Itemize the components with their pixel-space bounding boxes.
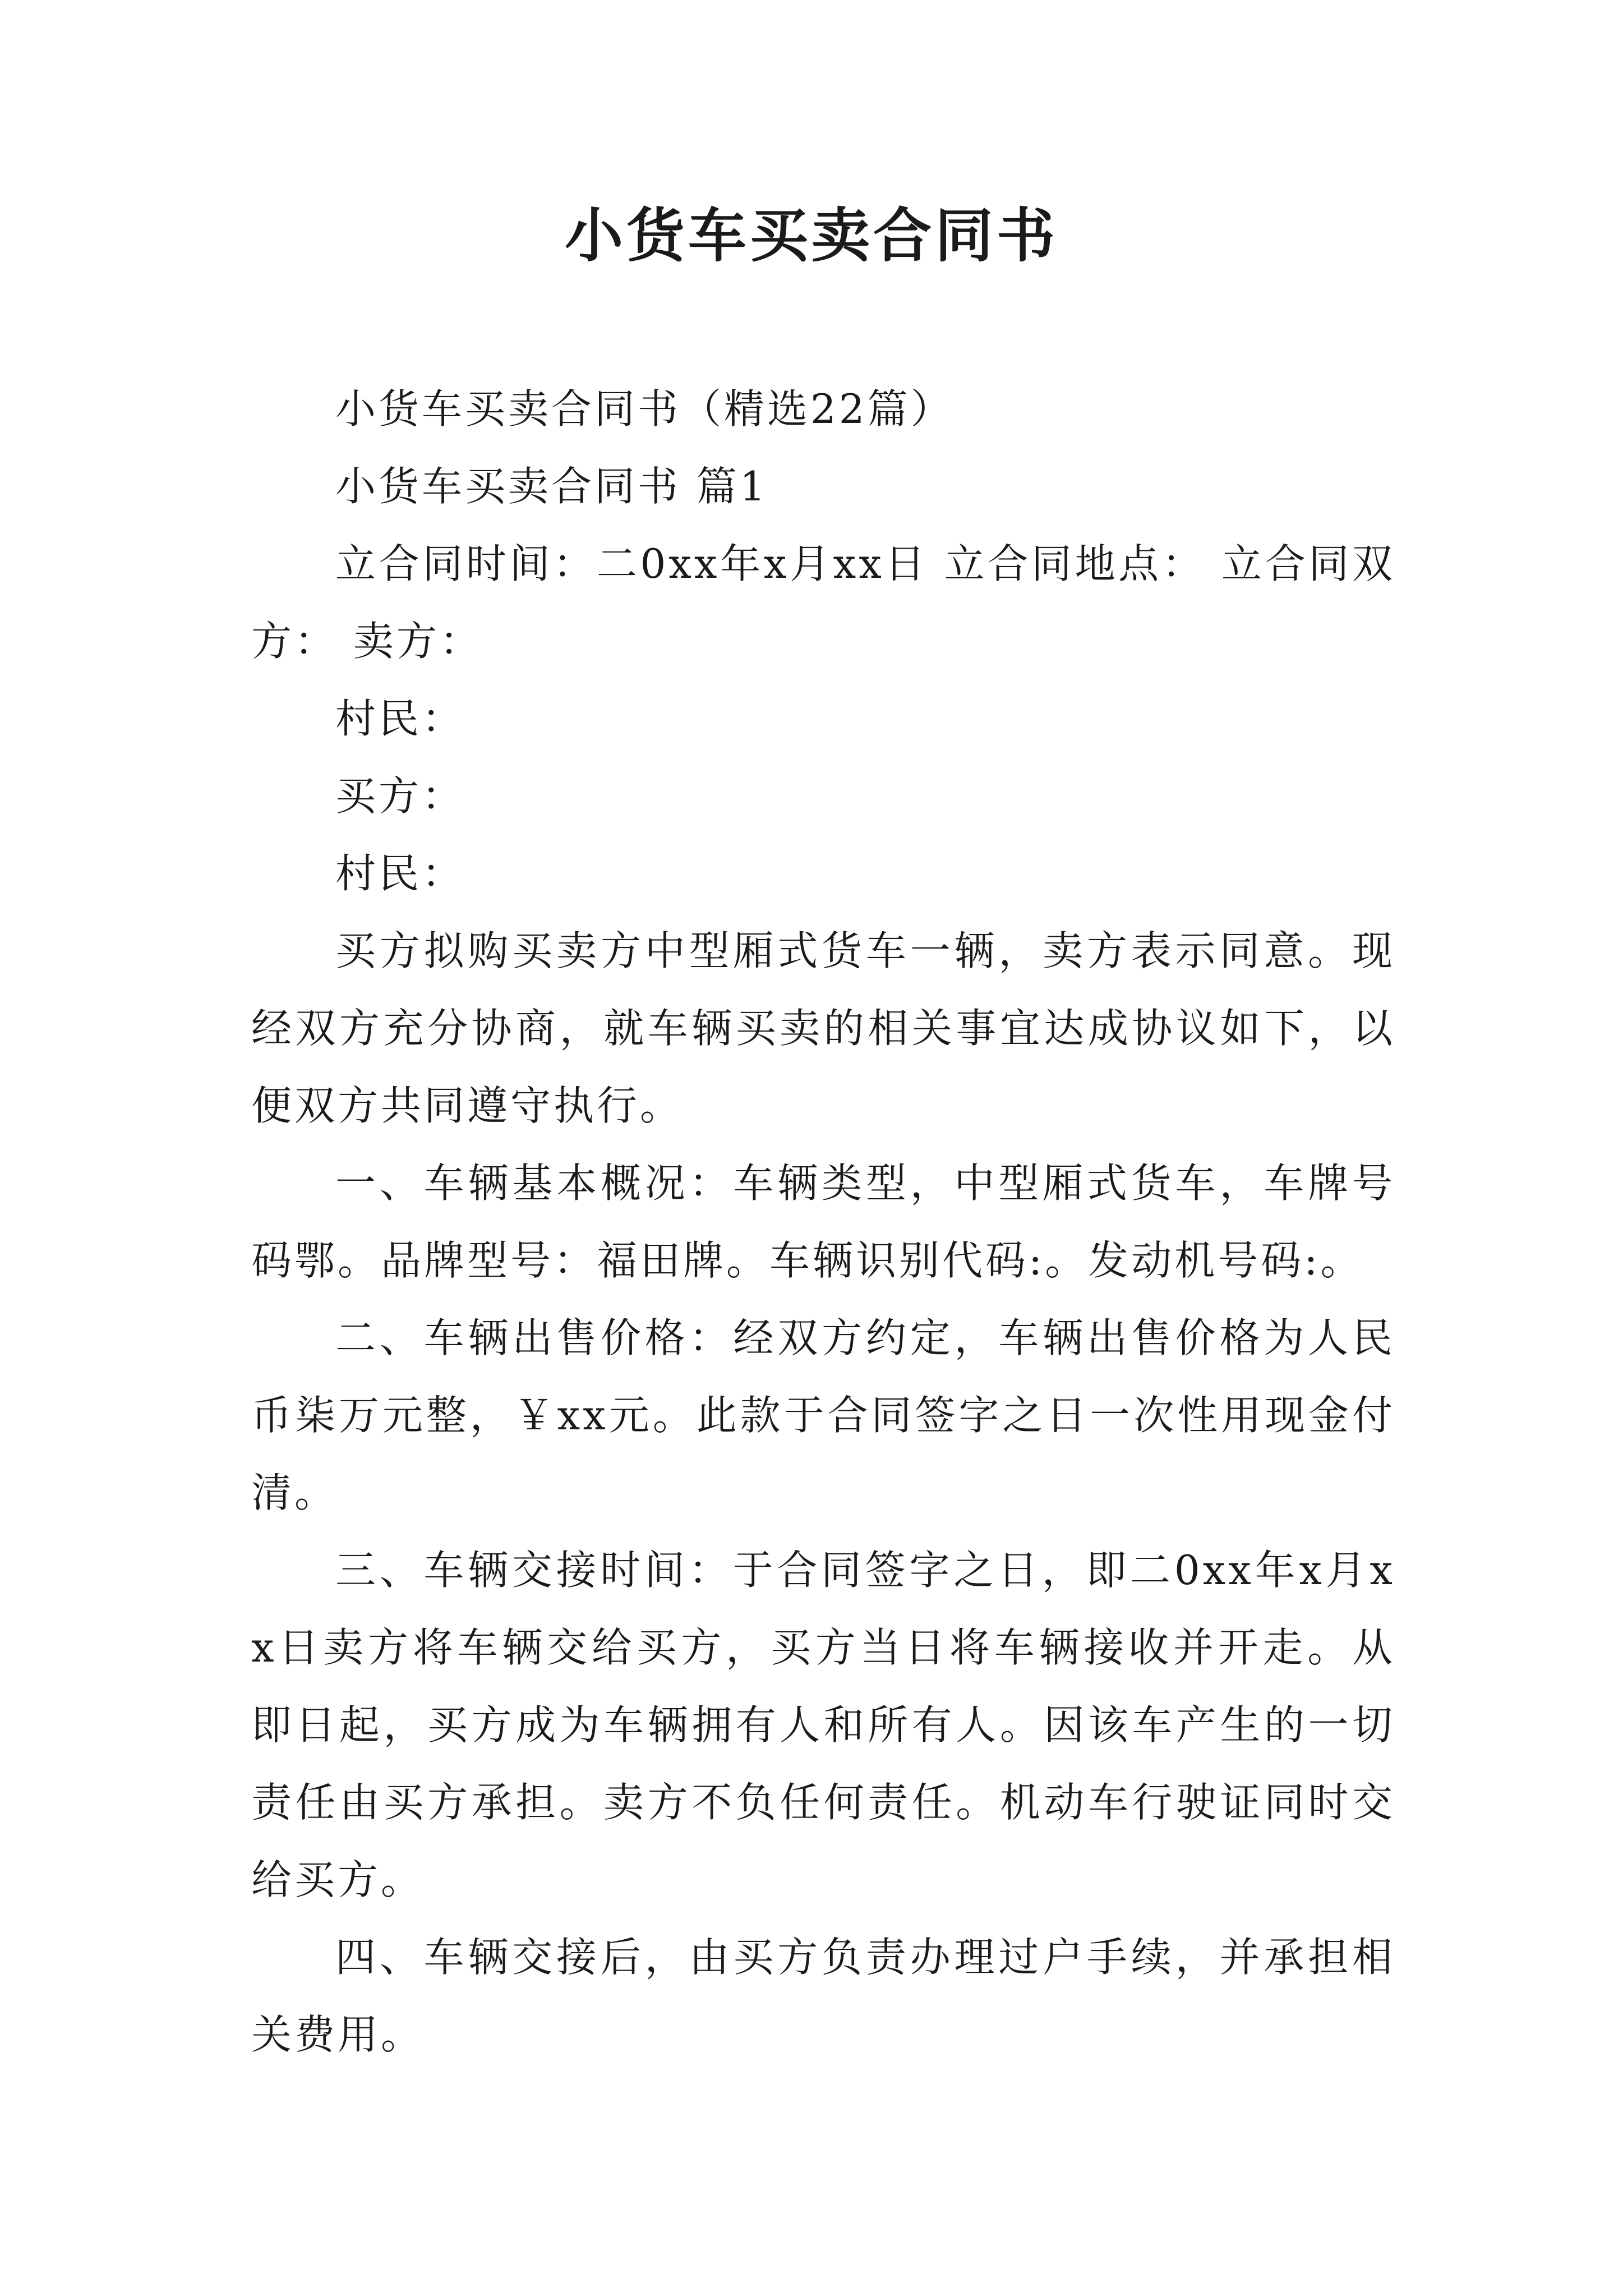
paragraph-subtitle: 小货车买卖合同书（精选22篇）: [335, 385, 954, 432]
paragraph-buyer: 买方：: [335, 772, 465, 820]
paragraph-section-heading: 小货车买卖合同书 篇1: [335, 463, 768, 510]
paragraph-clause-4: 四、车辆交接后，由买方负责办理过户手续，并承担相关费用。: [251, 1934, 1395, 2058]
paragraph-clause-3: 三、车辆交接时间：于合同签字之日，即二0xx年x月xx日卖方将车辆交给买方，买方当日将车辆接收并开走。从即日起，买方成为车辆拥有人和所有人。因该车产生的一切责任由买方承担。卖方不负任何责任。机动车行驶证同时交给买方。: [251, 1547, 1395, 1903]
paragraph-buyer-villager: 村民：: [335, 850, 465, 897]
document-body: [251, 370, 1395, 2073]
paragraph-contract-info: 立合同时间：二0xx年x月xx日 立合同地点： 立合同双方： 卖方：: [251, 540, 1395, 665]
paragraph-clause-1: 一、车辆基本概况：车辆类型，中型厢式货车，车牌号码鄂。品牌型号：福田牌。车辆识别代码:。发动机号码:。: [251, 1159, 1395, 1284]
paragraph-seller-villager: 村民：: [335, 695, 465, 742]
document-title: 小货车买卖合同书: [564, 201, 1058, 270]
paragraph-intro: 买方拟购买卖方中型厢式货车一辆，卖方表示同意。现经双方充分协商，就车辆买卖的相关事宜达成协议如下，以便双方共同遵守执行。: [251, 927, 1395, 1129]
paragraph-clause-2: 二、车辆出售价格：经双方约定，车辆出售价格为人民币柒万元整，￥xx元。此款于合同签字之日一次性用现金付清。: [251, 1314, 1395, 1516]
